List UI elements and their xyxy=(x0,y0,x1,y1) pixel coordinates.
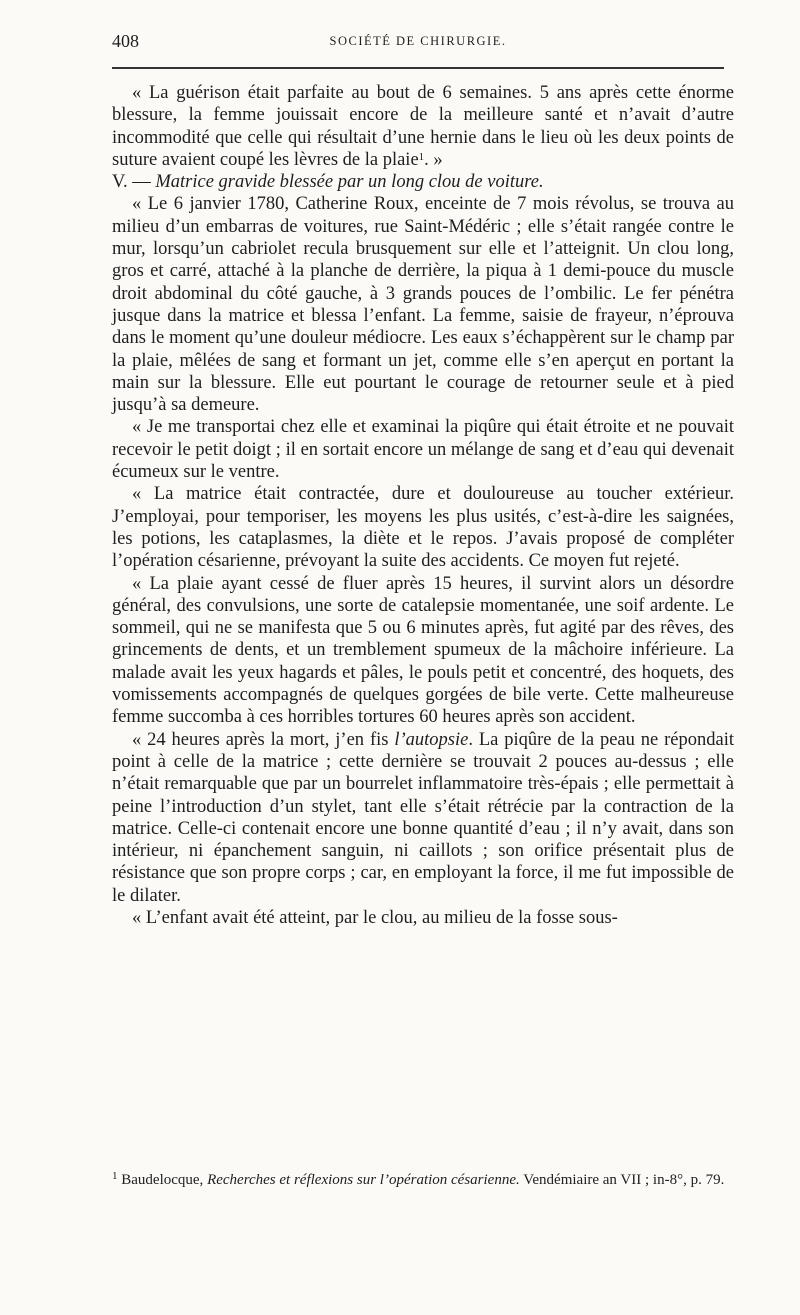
header-rule xyxy=(112,67,724,69)
body-text xyxy=(112,82,734,929)
paragraph-treatment: « La matrice était contractée, dure et douloureuse au toucher extérieur. J’employai, pour temporiser, les moyens les plus usités, c’est-à-dire les saignées, les potions, les cataplasmes, la diète et le repos. J’avais proposé de compléter l’opération césarienne, prévoyant la suite des accidents. Ce moyen fut rejeté. xyxy=(112,484,734,572)
paragraph-child: « L’enfant avait été atteint, par le clou, au milieu de la fosse sous- xyxy=(132,907,618,928)
section-heading-v: V. — Matrice gravide blessée par un long clou de voiture. xyxy=(112,172,544,193)
footnote-marker: 1 xyxy=(112,1170,118,1182)
paragraph-symptoms: « La plaie ayant cessé de fluer après 15 heures, il survint alors un désordre général, des convulsions, une sorte de catalepsie momentanée, une soif ardente. Le sommeil, qui ne se manifesta que 5 ou 6 minutes après, fut agité par des rêves, des grincements de dents, et un tremblement spumeux de la mâchoire inférieure. La malade avait les yeux hagards et pâles, le pouls petit et concentré, des hoquets, des vomissements accompagnés de quelques gorgées de bile verte. Cette malheureuse femme succomba à ces horribles tortures 60 heures après son accident. xyxy=(112,573,734,728)
running-header xyxy=(112,31,724,55)
paragraph-healing: « La guérison était parfaite au bout de 6 semaines. 5 ans après cette énorme blessure, la femme jouissait encore de la meilleure santé et n’avait d’autre incommodité que celle qui résultait d’une hernie dans le lieu où les deux points de suture avaient coupé les lèvres de la plaie$^1$. » xyxy=(112,83,734,170)
running-title: SOCIÉTÉ DE CHIRURGIE. xyxy=(329,34,507,48)
footnote-title: Recherches et réflexions sur l’opération césarienne. xyxy=(207,1172,520,1188)
footnote: $^1$ Baudelocque, Recherches et réflexions sur l’opération césarienne. Vendémiaire an VII ; in-8°, p. 79. xyxy=(112,1170,725,1188)
page-number: 408 xyxy=(112,31,139,51)
footnote-ref: 1 xyxy=(418,150,425,163)
paragraph-case: « Le 6 janvier 1780, Catherine Roux, enceinte de 7 mois révolus, se trouva au milieu d’un embarras de voitures, rue Saint-Médéric ; elle s’était rangée contre le mur, lorsqu’un cabriolet recula brusquement sur elle et l’atteignit. Un clou long, gros et carré, attaché à la planche de derrière, la piqua à 1 demi-pouce du muscle droit abdominal du côté gauche, à 3 grands pouces de l’ombilic. Le fer pénétra jusque dans la matrice et blessa l’enfant. La femme, saisie de frayeur, n’éprouva dans le moment qu’une douleur médiocre. Les eaux s’échappèrent sur le champ par la plaie, mêlées de sang et formant un jet, comme elle s’en aperçut en portant la main sur la blessure. Elle eut pourtant le courage de retourner seule et à pied jusqu’à sa demeure. xyxy=(112,194,734,416)
paragraph-autopsy: « 24 heures après la mort, j’en fis l’autopsie. La piqûre de la peau ne répondait point à celle de la matrice ; cette dernière se trouvait 2 pouces au-dessus ; elle n’était remarquable que par un bourrelet inflammatoire très-épais ; elle permettait à peine l’introduction d’un stylet, tant elle s’était rétrécie par la contraction de la matrice. Celle-ci contenait encore une bonne quantité d’eau ; il n’y avait, dans son intérieur, ni épanchement sanguin, ni caillots ; son orifice présentait plus de résistance que son propre corps ; car, en employant la force, il me fut impossible de le dilater. xyxy=(112,729,734,906)
paragraph-examination: « Je me transportai chez elle et examinai la piqûre qui était étroite et ne pouvait recevoir le petit doigt ; il en sortait encore un mélange de sang et d’eau qui devenait écumeux sur le ventre. xyxy=(112,417,734,483)
